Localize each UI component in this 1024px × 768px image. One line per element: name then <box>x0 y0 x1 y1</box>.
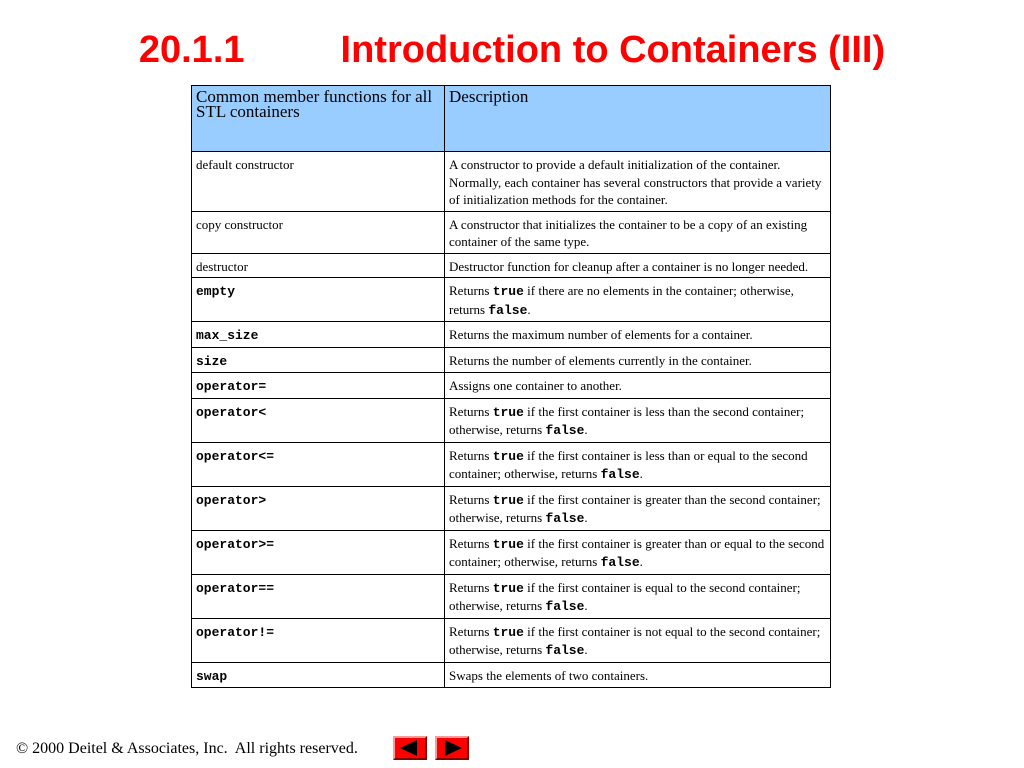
function-name: max_size <box>196 328 259 343</box>
function-name-cell <box>192 322 445 348</box>
description-text: if the first container is not equal to the second container; otherwise, returns <box>449 623 821 657</box>
description-cell <box>445 574 831 618</box>
table-row <box>192 347 831 373</box>
description-cell <box>445 373 831 399</box>
description-cell <box>445 322 831 348</box>
table-body <box>192 152 831 688</box>
table-row <box>192 211 831 253</box>
table-row <box>192 442 831 486</box>
description-text: if the first container is equal to the second container; otherwise, returns <box>449 579 801 613</box>
description-text: Returns the maximum number of elements for a container. <box>449 327 753 342</box>
description-text: Returns <box>449 623 493 639</box>
description-cell <box>445 253 831 278</box>
description-cell <box>445 662 831 688</box>
function-name-cell <box>192 398 445 442</box>
description-text: Returns <box>449 579 493 595</box>
code-keyword: true <box>492 404 524 420</box>
description-text: Swaps the elements of two containers. <box>449 667 649 683</box>
function-name-cell <box>192 347 445 373</box>
table-header-row <box>192 86 831 152</box>
function-name-cell <box>192 618 445 662</box>
header-description: Description <box>445 86 831 152</box>
description-text: Destructor function for cleanup after a container is no longer needed. <box>449 258 809 274</box>
function-name-cell <box>192 530 445 574</box>
function-name: operator>= <box>196 536 275 552</box>
function-name: operator= <box>196 379 267 394</box>
code-keyword: true <box>492 580 524 596</box>
function-name-cell <box>192 486 445 530</box>
code-keyword: false <box>600 555 640 570</box>
description-text: A constructor to provide a default initialization of the container. Normally, each container has several constructors that provide a variety of initialization methods for the container. <box>449 157 822 207</box>
description-text: . <box>639 466 643 481</box>
description-cell <box>445 152 831 212</box>
function-name: size <box>196 353 228 369</box>
table-row <box>192 373 831 399</box>
description-text: Returns <box>449 491 493 507</box>
function-name-cell <box>192 211 445 253</box>
function-name: operator!= <box>196 624 275 640</box>
code-keyword: false <box>545 511 585 526</box>
function-name-cell <box>192 253 445 278</box>
function-name: operator== <box>196 580 275 596</box>
table-row <box>192 530 831 574</box>
table-row <box>192 278 831 322</box>
description-text: if the first container is less than the second container; otherwise, returns <box>449 403 805 437</box>
code-keyword: false <box>545 423 585 438</box>
description-text: if the first container is greater than the second container; otherwise, returns <box>449 491 821 525</box>
function-name-cell <box>192 662 445 688</box>
description-text: . <box>639 554 643 569</box>
table-row <box>192 486 831 530</box>
table-row <box>192 574 831 618</box>
function-name: copy constructor <box>196 216 284 232</box>
function-name: operator< <box>196 404 267 420</box>
description-text: Assigns one container to another. <box>449 378 622 393</box>
description-cell <box>445 530 831 574</box>
description-text: . <box>584 598 588 613</box>
description-text: . <box>527 301 531 317</box>
function-name-cell <box>192 574 445 618</box>
description-cell <box>445 398 831 442</box>
description-text: Returns <box>449 535 493 551</box>
table-row <box>192 152 831 212</box>
title-text: Introduction to Containers (III) <box>340 29 886 71</box>
code-keyword: false <box>545 599 585 614</box>
table-row <box>192 322 831 348</box>
table-row <box>192 662 831 688</box>
description-text: Returns <box>449 283 493 298</box>
description-cell <box>445 486 831 530</box>
left-arrow-icon <box>395 738 425 758</box>
previous-slide-button[interactable] <box>393 736 427 760</box>
table-row <box>192 398 831 442</box>
function-name: swap <box>196 668 228 684</box>
description-cell <box>445 442 831 486</box>
code-keyword: false <box>545 643 585 658</box>
code-keyword: true <box>492 624 524 640</box>
header-functions: Common member functions for all STL containers <box>192 86 445 152</box>
code-keyword: false <box>488 302 528 318</box>
description-text: Returns <box>449 403 493 419</box>
right-arrow-icon <box>437 738 467 758</box>
code-keyword: true <box>492 284 524 299</box>
function-name: destructor <box>196 258 248 274</box>
function-name: empty <box>196 284 236 299</box>
description-text: if the first container is greater than or equal to the second container; otherwise, returns <box>449 535 825 569</box>
description-text: . <box>584 642 588 657</box>
function-name-cell <box>192 442 445 486</box>
slide-title <box>0 24 1024 76</box>
description-text: . <box>584 422 588 437</box>
description-text: if there are no elements in the container; otherwise, returns <box>449 283 794 317</box>
description-text: if the first container is less than or equal to the second container; otherwise, returns <box>449 447 808 481</box>
code-keyword: true <box>492 448 524 464</box>
description-text: . <box>584 510 588 525</box>
copyright-notice: © 2000 Deitel & Associates, Inc. All rights reserved. <box>16 740 358 757</box>
description-cell <box>445 618 831 662</box>
function-name: operator> <box>196 492 267 508</box>
table-row <box>192 253 831 278</box>
code-keyword: false <box>600 467 640 482</box>
description-cell <box>445 211 831 253</box>
next-slide-button[interactable] <box>435 736 469 760</box>
table-row <box>192 618 831 662</box>
description-text: Returns <box>449 447 493 463</box>
description-text: A constructor that initializes the container to be a copy of an existing container of the same type. <box>449 216 808 249</box>
function-name-cell <box>192 152 445 212</box>
description-cell <box>445 347 831 373</box>
description-cell <box>445 278 831 322</box>
function-name: operator<= <box>196 448 275 464</box>
description-text: Returns the number of elements currently in the container. <box>449 352 752 368</box>
code-keyword: true <box>492 536 524 552</box>
function-name-cell <box>192 278 445 322</box>
section-number: 20.1.1 <box>138 29 245 71</box>
function-name-cell <box>192 373 445 399</box>
code-keyword: true <box>492 492 524 508</box>
member-functions-table <box>191 85 831 688</box>
function-name: default constructor <box>196 157 294 172</box>
